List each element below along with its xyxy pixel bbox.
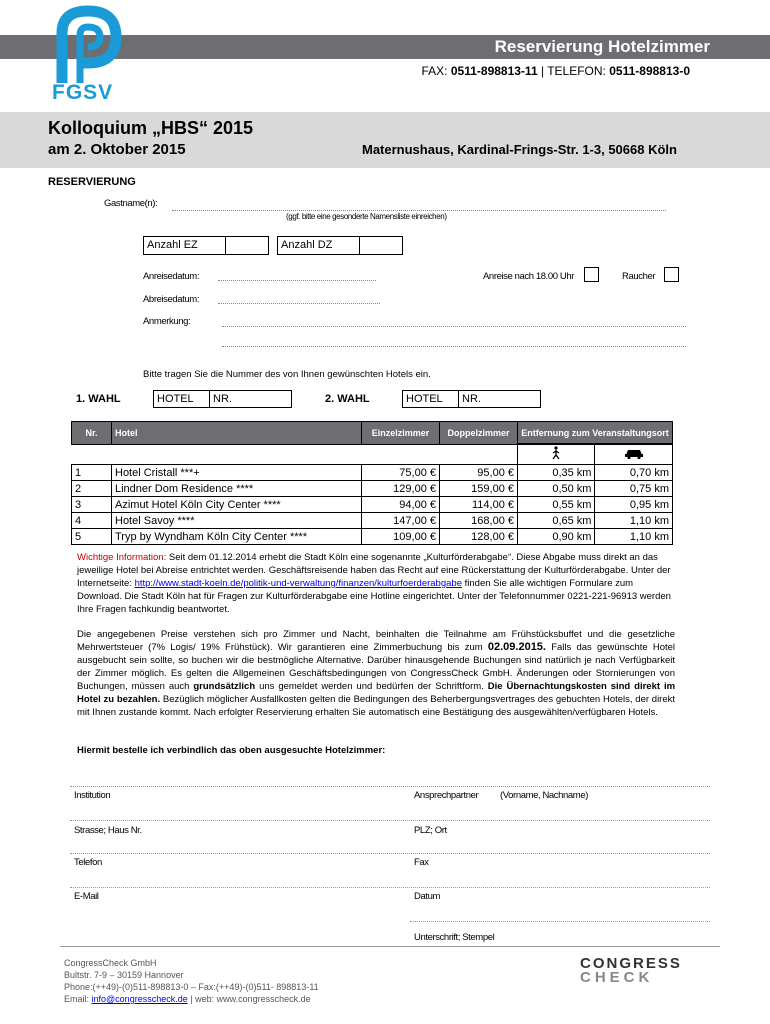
zip-field[interactable]: PLZ; Ort	[414, 825, 447, 836]
cell-nr: 2	[72, 481, 112, 497]
cell-single: 147,00 €	[362, 513, 440, 529]
cell-car: 0,75 km	[595, 481, 673, 497]
arrival-input[interactable]	[218, 280, 376, 281]
smoker-checkbox[interactable]	[664, 267, 679, 282]
choice1-hotel-label: HOTEL	[153, 390, 210, 408]
late-arrival-label: Anreise nach 18.00 Uhr	[483, 271, 575, 282]
guest-hint: (ggf. bitte eine gesonderte Namensliste einreichen)	[286, 212, 447, 221]
col-double: Doppelzimmer	[440, 422, 518, 445]
fgsv-logo	[50, 5, 130, 105]
dz-label: Anzahl DZ	[277, 236, 360, 255]
footer-divider	[60, 946, 720, 947]
header-contact: FAX: 0511-898813-11 | TELEFON: 0511-898813-0	[421, 64, 690, 78]
late-arrival-checkbox[interactable]	[584, 267, 599, 282]
logo-text: FGSV	[52, 81, 114, 104]
choice1-nr-input[interactable]: NR.	[209, 390, 292, 408]
dz-input[interactable]	[359, 236, 403, 255]
choice2-nr-input[interactable]: NR.	[458, 390, 541, 408]
cell-nr: 1	[72, 465, 112, 481]
cell-double: 168,00 €	[440, 513, 518, 529]
cell-single: 94,00 €	[362, 497, 440, 513]
ez-label: Anzahl EZ	[143, 236, 226, 255]
event-venue: Maternushaus, Kardinal-Frings-Str. 1-3, 50668 Köln	[362, 142, 677, 157]
table-row	[72, 497, 673, 513]
guest-input[interactable]	[172, 210, 666, 211]
form-title: Reservierung Hotelzimmer	[494, 37, 710, 56]
footer-address: CongressCheck GmbH Bultstr. 7-9 – 30159 Hannover Phone:(++49)-(0)511-898813-0 – Fax:(++49)-(0)511- 898813-11 Email: info@congresscheck.de | web: www.congresscheck.de	[64, 958, 319, 1004]
choice2-hotel-label: HOTEL	[402, 390, 459, 408]
cell-walk: 0,50 km	[518, 481, 595, 497]
cell-hotel: Hotel Cristall ***+	[112, 465, 362, 481]
congresscheck-logo: CONGRESS CHECK	[580, 955, 682, 986]
note-input-line2[interactable]	[222, 346, 686, 347]
col-single: Einzelzimmer	[362, 422, 440, 445]
contact-hint: (Vorname, Nachname)	[500, 790, 588, 801]
cell-car: 0,95 km	[595, 497, 673, 513]
form-line-5	[410, 921, 710, 922]
signature-field[interactable]: Unterschrift; Stempel	[414, 932, 495, 943]
cell-double: 95,00 €	[440, 465, 518, 481]
cell-double: 128,00 €	[440, 529, 518, 545]
phone-field[interactable]: Telefon	[74, 857, 102, 868]
walking-person-icon	[518, 445, 595, 465]
info-paragraph-2: Die angegebenen Preise verstehen sich pro Zimmer und Nacht, beinhalten die Teilnahme am Frühstücksbuffet und die gesetzliche Mehrwertsteuer (7% Logis/ 19% Frühstück). Wir garantieren eine Zimmerbuchung bis zum 02.09.2015. Falls das gewünschte Hotel ausgebucht sein sollte, so buchen wir die bestmögliche Alternative. Darüber hinausgehende Buchungen sind natürlich je nach Verfügbarkeit der Zimmer möglich. Es gelten die Allgemeinen Geschäftsbedingungen von CongressCheck GmbH. Änderungen oder Stornierungen von Buchungen, müssen auch grundsätzlich uns gemeldet werden und bedürfen der Schriftform. Die Übernachtungskosten sind direkt im Hotel zu bezahlen. Bezüglich möglicher Ausfallkosten gelten die Bedingungen des Beherbergungsvertrages des gebuchten Hotels, der direkt mit Ihnen zustande kommt. Nach erfolgter Reservierung erhalten Sie automatisch eine Bestätigung des ausgewählten/verfügbaren Hotels.	[77, 629, 676, 718]
choice2-label: 2. WAHL	[325, 393, 370, 405]
cell-single: 75,00 €	[362, 465, 440, 481]
form-line-3	[70, 853, 710, 854]
form-line-2	[70, 820, 710, 821]
cell-nr: 3	[72, 497, 112, 513]
arrival-label: Anreisedatum:	[143, 271, 200, 282]
cell-walk: 0,90 km	[518, 529, 595, 545]
table-row	[72, 513, 673, 529]
cell-hotel: Lindner Dom Residence ****	[112, 481, 362, 497]
contact-field[interactable]: Ansprechpartner	[414, 790, 479, 801]
note-input-line1[interactable]	[222, 326, 686, 327]
cell-car: 1,10 km	[595, 513, 673, 529]
cell-single: 109,00 €	[362, 529, 440, 545]
reservation-heading: RESERVIERUNG	[48, 176, 136, 188]
form-line-1	[70, 786, 710, 787]
hotel-table	[71, 421, 673, 545]
smoker-label: Raucher	[622, 271, 656, 282]
institution-field[interactable]: Institution	[74, 790, 111, 801]
cell-single: 129,00 €	[362, 481, 440, 497]
cell-car: 0,70 km	[595, 465, 673, 481]
date-field[interactable]: Datum	[414, 891, 440, 902]
cell-walk: 0,65 km	[518, 513, 595, 529]
note-label: Anmerkung:	[143, 316, 191, 327]
cell-hotel: Tryp by Wyndham Köln City Center ****	[112, 529, 362, 545]
city-link[interactable]: http://www.stadt-koeln.de/politik-und-verwaltung/finanzen/kulturfoerderabgabe	[134, 578, 462, 589]
departure-label: Abreisedatum:	[143, 294, 200, 305]
email-link[interactable]: info@congresscheck.de	[91, 994, 188, 1004]
table-row	[72, 465, 673, 481]
email-field[interactable]: E-Mail	[74, 891, 99, 902]
cell-hotel: Hotel Savoy ****	[112, 513, 362, 529]
event-title: Kolloquium „HBS“ 2015	[48, 118, 254, 138]
choice1-label: 1. WAHL	[76, 393, 121, 405]
cell-double: 114,00 €	[440, 497, 518, 513]
departure-input[interactable]	[218, 303, 380, 304]
col-distance: Entfernung zum Veranstaltungsort	[518, 422, 673, 444]
fax-field[interactable]: Fax	[414, 857, 429, 868]
table-row	[72, 481, 673, 497]
cell-hotel: Azimut Hotel Köln City Center ****	[112, 497, 362, 513]
ez-input[interactable]	[225, 236, 269, 255]
col-nr: Nr.	[72, 422, 112, 445]
street-field[interactable]: Strasse; Haus Nr.	[74, 825, 142, 836]
important-label: Wichtige Information:	[77, 552, 167, 563]
cell-nr: 5	[72, 529, 112, 545]
hotel-instruction: Bitte tragen Sie die Nummer des von Ihnen gewünschten Hotels ein.	[143, 369, 431, 380]
cell-nr: 4	[72, 513, 112, 529]
guest-label: Gastname(n):	[104, 198, 158, 209]
car-icon	[595, 445, 673, 465]
order-statement: Hiermit bestelle ich verbindlich das oben ausgesuchte Hotelzimmer:	[77, 745, 386, 756]
info-paragraph-1: Wichtige Information: Seit dem 01.12.2014 erhebt die Stadt Köln eine sogenannte „Kulturförderabgabe“. Diese Abgabe muss direkt an das jeweilige Hotel bei Abreise entrichtet werden. Geschäftsreisende haben das Recht auf eine Rückerstattung der Kulturförderabgabe. Unter der Internetseite: http://www.stadt-koeln.de/politik-und-verwaltung/finanzen/kulturfoerderabgabe finden Sie alle wichtigen Formulare zum Download. Die Stadt Köln hat für Fragen zur Kulturförderabgabe eine Hotline eingerichtet. Unter der Telefonnummer 0221-221-96913 werden Ihre Fragen fachkundig beantwortet.	[77, 552, 671, 615]
cell-walk: 0,35 km	[518, 465, 595, 481]
cell-double: 159,00 €	[440, 481, 518, 497]
cell-walk: 0,55 km	[518, 497, 595, 513]
form-line-4	[70, 887, 710, 888]
cell-car: 1,10 km	[595, 529, 673, 545]
event-date: am 2. Oktober 2015	[48, 141, 186, 158]
col-hotel: Hotel	[112, 422, 362, 445]
table-row	[72, 529, 673, 545]
